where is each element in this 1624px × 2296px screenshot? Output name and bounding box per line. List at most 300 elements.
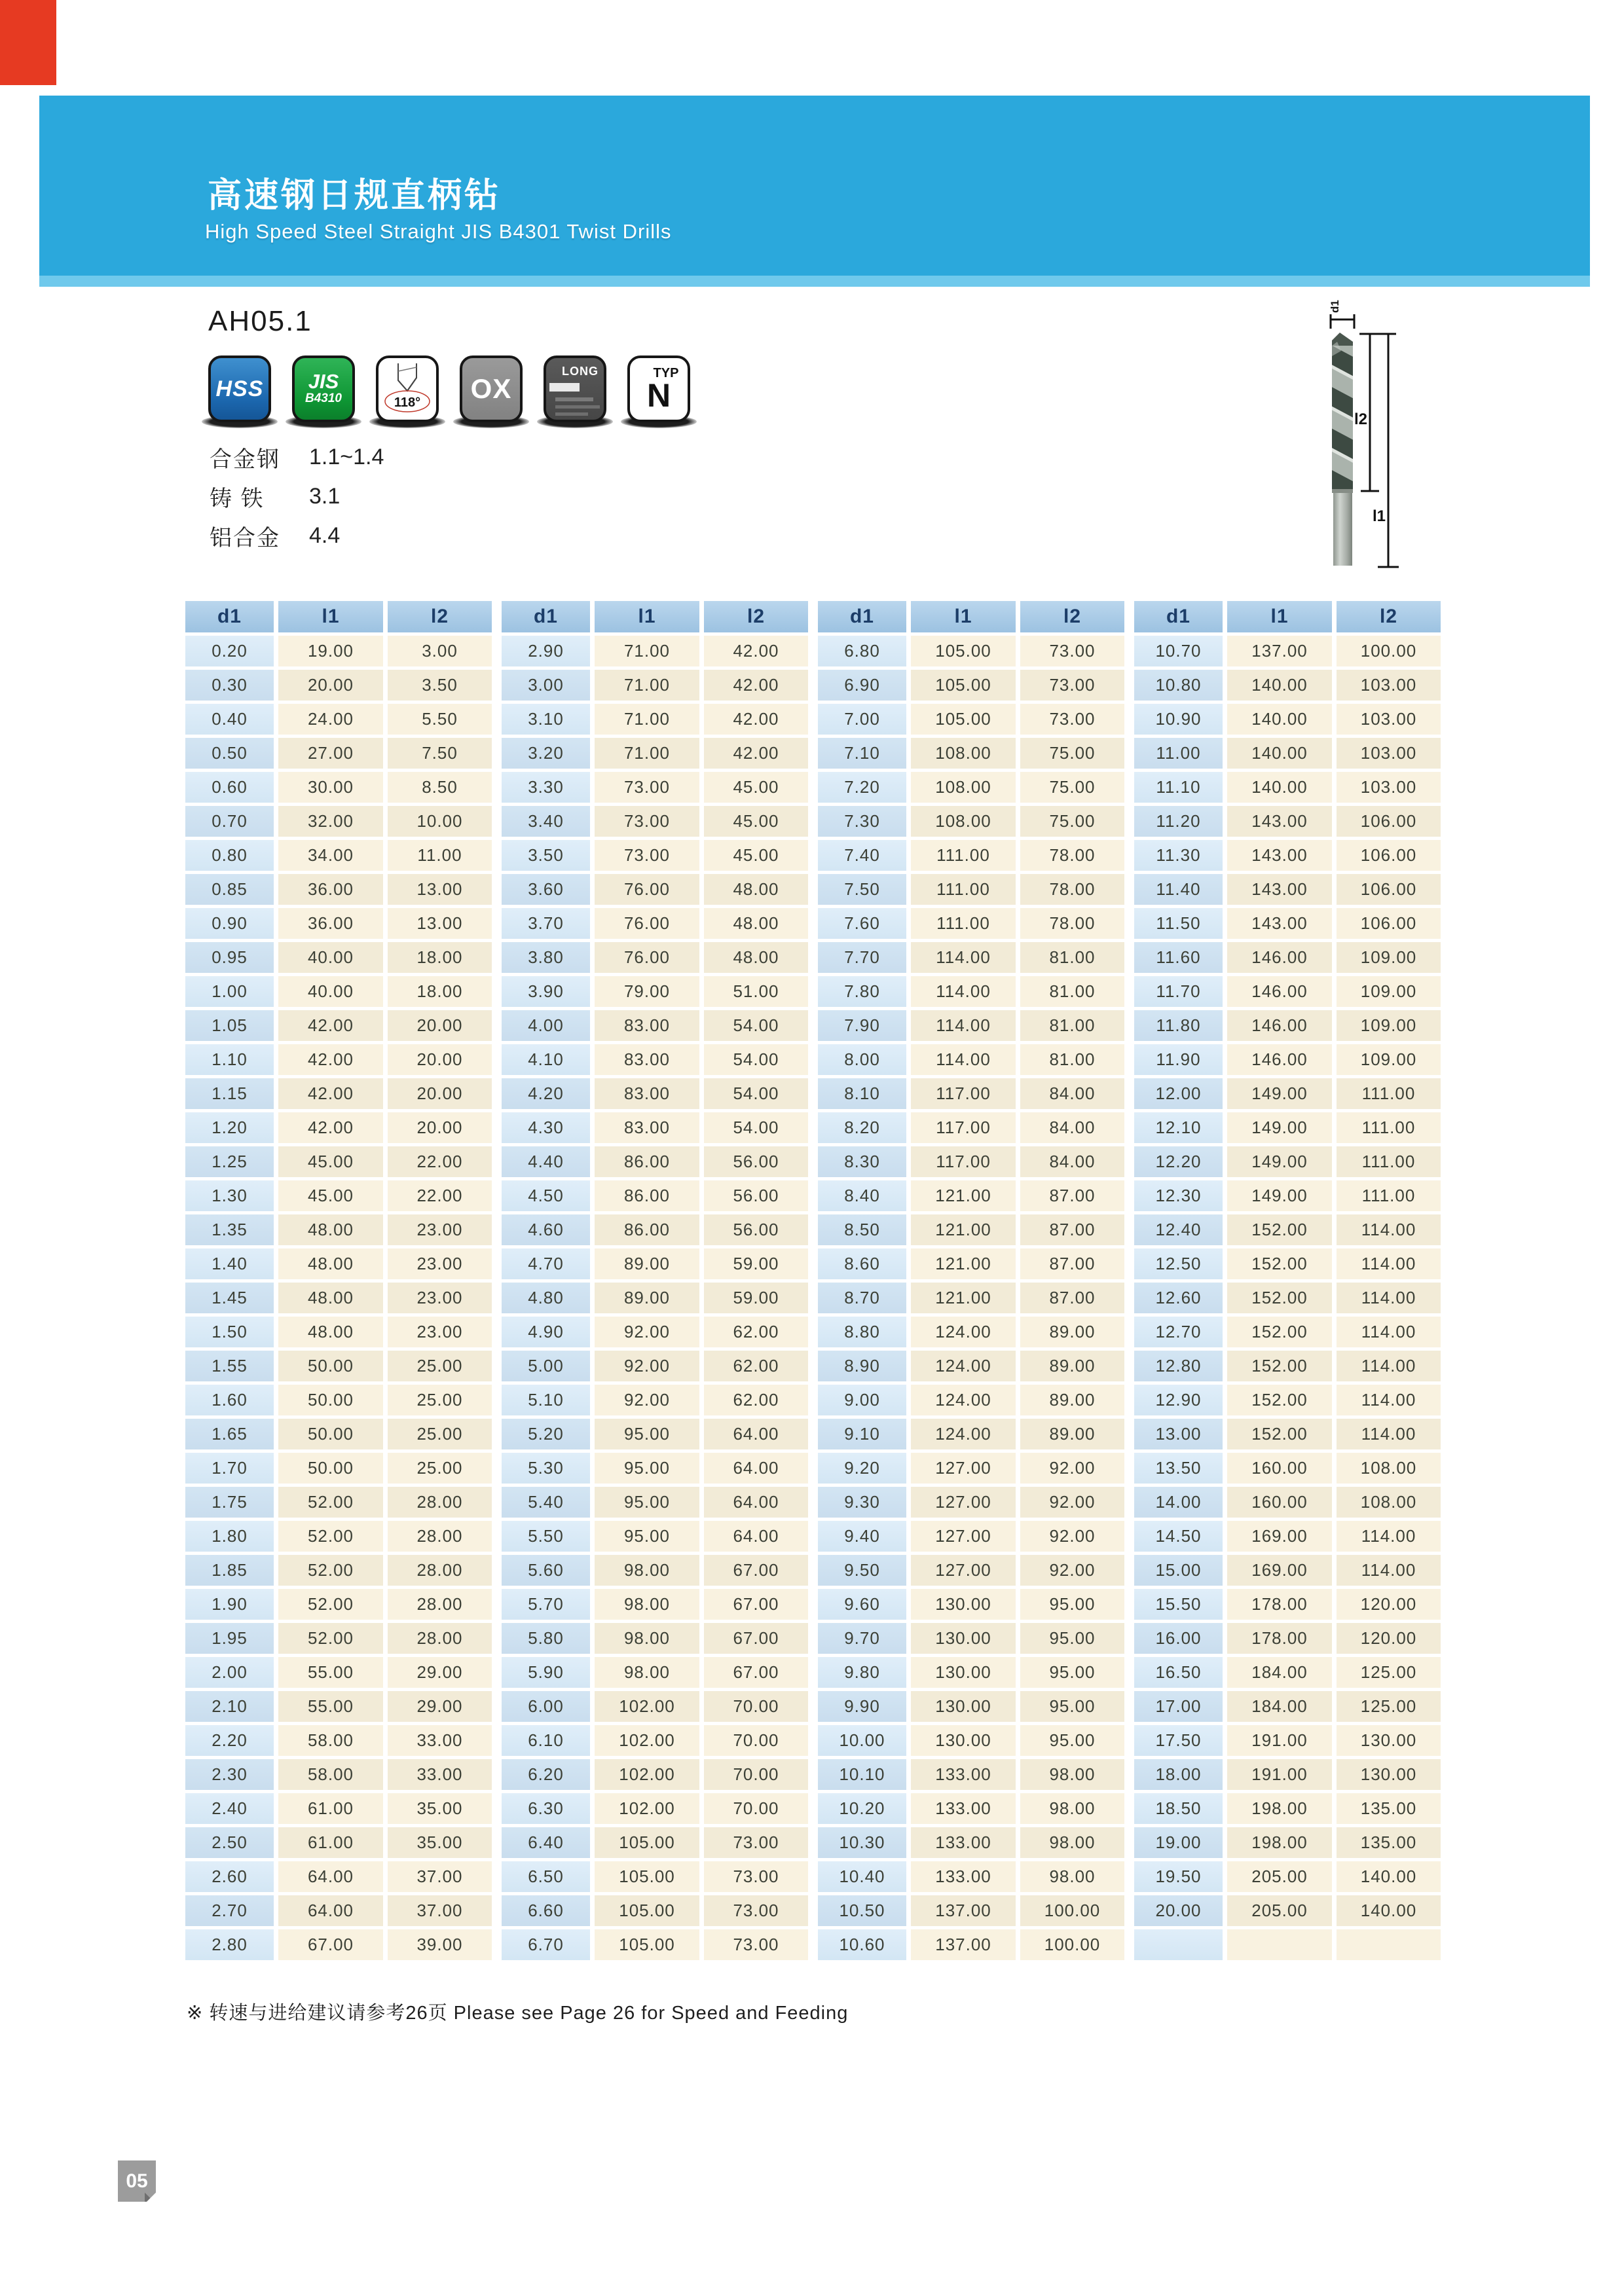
table-cell: 114.00 xyxy=(1337,1317,1441,1347)
table-cell: 73.00 xyxy=(1020,704,1124,735)
table-cell: 98.00 xyxy=(595,1623,699,1654)
table-cell: 92.00 xyxy=(1020,1555,1124,1586)
dim-label-l1: l1 xyxy=(1372,507,1386,525)
table-cell: 1.55 xyxy=(185,1351,274,1381)
table-cell: 12.20 xyxy=(1134,1146,1223,1177)
table-cell: 20.00 xyxy=(278,670,383,701)
table-cell: 12.00 xyxy=(1134,1078,1223,1109)
table-cell: 52.00 xyxy=(278,1623,383,1654)
table-cell: 137.00 xyxy=(1227,636,1332,666)
table-cell: 1.50 xyxy=(185,1317,274,1347)
table-cell: 160.00 xyxy=(1227,1487,1332,1518)
table-cell: 71.00 xyxy=(595,670,699,701)
table-cell: 169.00 xyxy=(1227,1555,1332,1586)
table-cell: 12.40 xyxy=(1134,1214,1223,1245)
table-row xyxy=(185,1317,1445,1347)
table-row xyxy=(185,1793,1445,1824)
table-row xyxy=(185,1487,1445,1518)
table-cell: 108.00 xyxy=(1337,1453,1441,1484)
table-cell: 133.00 xyxy=(911,1759,1016,1790)
table-cell: 98.00 xyxy=(1020,1827,1124,1858)
table-cell: 61.00 xyxy=(278,1793,383,1824)
table-cell: 178.00 xyxy=(1227,1589,1332,1620)
table-cell: 2.40 xyxy=(185,1793,274,1824)
table-cell: 35.00 xyxy=(388,1827,492,1858)
table-cell: 25.00 xyxy=(388,1453,492,1484)
table-cell: 7.30 xyxy=(818,806,906,837)
table-cell: 130.00 xyxy=(911,1589,1016,1620)
table-cell: 149.00 xyxy=(1227,1180,1332,1211)
table-cell: 89.00 xyxy=(1020,1385,1124,1415)
table-cell: 56.00 xyxy=(704,1146,808,1177)
table-cell: 7.50 xyxy=(388,738,492,769)
table-cell: 76.00 xyxy=(595,942,699,973)
table-cell: 52.00 xyxy=(278,1487,383,1518)
table-cell: 98.00 xyxy=(1020,1759,1124,1790)
table-cell: 70.00 xyxy=(704,1759,808,1790)
ox-badge-icon xyxy=(460,355,523,422)
table-cell: 11.20 xyxy=(1134,806,1223,837)
table-cell: 9.80 xyxy=(818,1657,906,1688)
table-cell: 111.00 xyxy=(1337,1078,1441,1109)
table-row xyxy=(185,1725,1445,1756)
badge-jis xyxy=(292,355,355,424)
table-cell: 19.50 xyxy=(1134,1861,1223,1892)
table-cell: 20.00 xyxy=(388,1010,492,1041)
material-label: 合金钢 xyxy=(210,446,280,472)
table-cell: 10.20 xyxy=(818,1793,906,1824)
table-cell: 146.00 xyxy=(1227,976,1332,1007)
table-cell: 8.70 xyxy=(818,1283,906,1313)
table-cell: 18.00 xyxy=(388,976,492,1007)
table-cell: 9.50 xyxy=(818,1555,906,1586)
long-drill-bar xyxy=(555,397,593,401)
table-cell: 5.70 xyxy=(502,1589,590,1620)
table-cell: 95.00 xyxy=(595,1453,699,1484)
table-cell: 1.15 xyxy=(185,1078,274,1109)
table-cell: 152.00 xyxy=(1227,1214,1332,1245)
table-cell: 1.35 xyxy=(185,1214,274,1245)
table-cell: 3.70 xyxy=(502,908,590,939)
table-cell: 27.00 xyxy=(278,738,383,769)
table-cell: 92.00 xyxy=(1020,1453,1124,1484)
table-cell: 35.00 xyxy=(388,1793,492,1824)
badge-label: 118° xyxy=(394,395,421,410)
table-cell: 19.00 xyxy=(1134,1827,1223,1858)
table-row xyxy=(185,1521,1445,1552)
table-cell: 87.00 xyxy=(1020,1283,1124,1313)
column-header: l1 xyxy=(1227,601,1332,632)
material-ratings xyxy=(210,437,384,555)
table-cell: 105.00 xyxy=(595,1861,699,1892)
material-row xyxy=(210,516,384,555)
table-cell: 3.40 xyxy=(502,806,590,837)
table-cell: 1.60 xyxy=(185,1385,274,1415)
table-cell: 149.00 xyxy=(1227,1078,1332,1109)
table-cell: 6.80 xyxy=(818,636,906,666)
table-cell: 137.00 xyxy=(911,1895,1016,1926)
table-cell: 8.30 xyxy=(818,1146,906,1177)
table-cell: 22.00 xyxy=(388,1146,492,1177)
table-cell: 117.00 xyxy=(911,1112,1016,1143)
table-row xyxy=(185,1759,1445,1790)
table-cell: 64.00 xyxy=(278,1895,383,1926)
table-cell: 29.00 xyxy=(388,1657,492,1688)
table-cell: 11.70 xyxy=(1134,976,1223,1007)
table-cell: 40.00 xyxy=(278,942,383,973)
column-header: d1 xyxy=(502,601,590,632)
table-cell: 140.00 xyxy=(1227,670,1332,701)
table-cell: 71.00 xyxy=(595,738,699,769)
table-cell: 152.00 xyxy=(1227,1317,1332,1347)
table-cell: 6.10 xyxy=(502,1725,590,1756)
table-cell: 120.00 xyxy=(1337,1623,1441,1654)
point-angle-118-badge-icon xyxy=(376,355,439,422)
table-cell: 32.00 xyxy=(278,806,383,837)
table-cell: 11.60 xyxy=(1134,942,1223,973)
table-cell: 1.85 xyxy=(185,1555,274,1586)
table-cell: 61.00 xyxy=(278,1827,383,1858)
table-cell: 3.60 xyxy=(502,874,590,905)
table-header-row xyxy=(185,601,1445,632)
table-cell: 6.90 xyxy=(818,670,906,701)
table-cell: 25.00 xyxy=(388,1385,492,1415)
table-cell: 70.00 xyxy=(704,1793,808,1824)
table-cell: 12.30 xyxy=(1134,1180,1223,1211)
table-row xyxy=(185,738,1445,769)
table-cell: 140.00 xyxy=(1337,1895,1441,1926)
table-row xyxy=(185,942,1445,973)
table-cell: 78.00 xyxy=(1020,874,1124,905)
table-cell: 1.25 xyxy=(185,1146,274,1177)
table-cell: 89.00 xyxy=(1020,1351,1124,1381)
table-cell: 92.00 xyxy=(1020,1487,1124,1518)
table-row xyxy=(185,670,1445,701)
table-cell: 86.00 xyxy=(595,1180,699,1211)
table-cell: 11.00 xyxy=(388,840,492,871)
table-cell: 22.00 xyxy=(388,1180,492,1211)
table-cell: 100.00 xyxy=(1337,636,1441,666)
table-cell: 98.00 xyxy=(595,1657,699,1688)
table-cell: 114.00 xyxy=(1337,1351,1441,1381)
dimension-table xyxy=(185,601,1445,1963)
table-cell: 42.00 xyxy=(278,1078,383,1109)
table-cell: 184.00 xyxy=(1227,1691,1332,1722)
dim-label-l2: l2 xyxy=(1354,410,1367,428)
table-cell: 140.00 xyxy=(1337,1861,1441,1892)
table-cell: 4.90 xyxy=(502,1317,590,1347)
table-cell: 50.00 xyxy=(278,1351,383,1381)
table-cell: 121.00 xyxy=(911,1214,1016,1245)
table-cell: 52.00 xyxy=(278,1555,383,1586)
table-cell: 48.00 xyxy=(704,874,808,905)
table-cell: 1.30 xyxy=(185,1180,274,1211)
table-cell: 121.00 xyxy=(911,1248,1016,1279)
table-cell: 4.30 xyxy=(502,1112,590,1143)
long-drill-bar xyxy=(555,412,588,416)
badge-label: JIS xyxy=(308,370,339,393)
material-row xyxy=(210,437,384,477)
table-cell: 4.60 xyxy=(502,1214,590,1245)
table-cell: 0.40 xyxy=(185,704,274,735)
table-cell: 7.10 xyxy=(818,738,906,769)
table-cell: 149.00 xyxy=(1227,1146,1332,1177)
table-cell: 109.00 xyxy=(1337,942,1441,973)
table-cell: 8.50 xyxy=(818,1214,906,1245)
table-cell: 84.00 xyxy=(1020,1112,1124,1143)
table-row xyxy=(185,1010,1445,1041)
table-cell: 3.50 xyxy=(388,670,492,701)
table-cell: 11.50 xyxy=(1134,908,1223,939)
badge-ox xyxy=(460,355,523,424)
table-cell: 10.00 xyxy=(388,806,492,837)
model-number: AH05.1 xyxy=(208,305,312,337)
table-cell: 73.00 xyxy=(704,1895,808,1926)
table-cell: 6.00 xyxy=(502,1691,590,1722)
table-cell: 140.00 xyxy=(1227,738,1332,769)
table-cell: 48.00 xyxy=(278,1317,383,1347)
table-cell: 64.00 xyxy=(704,1521,808,1552)
table-cell: 78.00 xyxy=(1020,840,1124,871)
page-title-en: High Speed Steel Straight JIS B4301 Twist Drills xyxy=(205,220,672,243)
table-cell: 59.00 xyxy=(704,1248,808,1279)
table-cell: 102.00 xyxy=(595,1793,699,1824)
table-body xyxy=(185,636,1445,1960)
table-cell: 92.00 xyxy=(1020,1521,1124,1552)
table-cell: 73.00 xyxy=(704,1929,808,1960)
table-cell: 95.00 xyxy=(1020,1691,1124,1722)
table-cell: 1.20 xyxy=(185,1112,274,1143)
table-cell: 1.00 xyxy=(185,976,274,1007)
table-cell: 149.00 xyxy=(1227,1112,1332,1143)
hss-badge-icon xyxy=(208,355,271,422)
table-cell: 59.00 xyxy=(704,1283,808,1313)
table-cell: 42.00 xyxy=(704,738,808,769)
table-cell: 105.00 xyxy=(595,1929,699,1960)
table-cell: 13.00 xyxy=(1134,1419,1223,1449)
table-cell: 12.70 xyxy=(1134,1317,1223,1347)
table-cell: 3.90 xyxy=(502,976,590,1007)
table-cell: 133.00 xyxy=(911,1861,1016,1892)
table-row xyxy=(185,1044,1445,1075)
table-cell: 152.00 xyxy=(1227,1385,1332,1415)
table-cell: 2.60 xyxy=(185,1861,274,1892)
table-cell: 0.70 xyxy=(185,806,274,837)
table-cell: 95.00 xyxy=(595,1521,699,1552)
table-cell: 127.00 xyxy=(911,1453,1016,1484)
table-cell: 89.00 xyxy=(1020,1317,1124,1347)
table-cell: 5.00 xyxy=(502,1351,590,1381)
material-value: 4.4 xyxy=(309,522,341,548)
table-cell: 121.00 xyxy=(911,1283,1016,1313)
table-cell: 127.00 xyxy=(911,1521,1016,1552)
table-cell: 198.00 xyxy=(1227,1827,1332,1858)
table-cell: 54.00 xyxy=(704,1044,808,1075)
table-cell: 73.00 xyxy=(595,806,699,837)
table-cell: 9.10 xyxy=(818,1419,906,1449)
table-cell: 36.00 xyxy=(278,908,383,939)
table-cell: 75.00 xyxy=(1020,772,1124,803)
table-cell: 105.00 xyxy=(595,1827,699,1858)
table-cell: 24.00 xyxy=(278,704,383,735)
table-row xyxy=(185,1214,1445,1245)
table-cell: 140.00 xyxy=(1227,704,1332,735)
table-row xyxy=(185,1180,1445,1211)
table-row xyxy=(185,772,1445,803)
table-row xyxy=(185,1657,1445,1688)
header-band-strip xyxy=(39,276,1590,287)
table-cell: 6.40 xyxy=(502,1827,590,1858)
table-cell: 124.00 xyxy=(911,1317,1016,1347)
table-cell: 103.00 xyxy=(1337,738,1441,769)
table-cell: 135.00 xyxy=(1337,1827,1441,1858)
table-cell: 11.00 xyxy=(1134,738,1223,769)
table-cell: 13.50 xyxy=(1134,1453,1223,1484)
column-header: l2 xyxy=(1020,601,1124,632)
table-cell: 6.20 xyxy=(502,1759,590,1790)
table-cell xyxy=(1134,1929,1223,1960)
table-cell: 54.00 xyxy=(704,1112,808,1143)
table-cell: 48.00 xyxy=(278,1248,383,1279)
column-header: l1 xyxy=(595,601,699,632)
table-cell: 5.40 xyxy=(502,1487,590,1518)
table-cell: 89.00 xyxy=(595,1283,699,1313)
column-header: l2 xyxy=(388,601,492,632)
column-header: l1 xyxy=(278,601,383,632)
table-cell: 103.00 xyxy=(1337,670,1441,701)
table-cell: 152.00 xyxy=(1227,1351,1332,1381)
table-cell: 9.60 xyxy=(818,1589,906,1620)
badge-hss xyxy=(208,355,271,424)
table-cell: 50.00 xyxy=(278,1453,383,1484)
table-cell: 10.40 xyxy=(818,1861,906,1892)
table-cell: 8.20 xyxy=(818,1112,906,1143)
table-cell: 73.00 xyxy=(595,772,699,803)
table-cell: 125.00 xyxy=(1337,1691,1441,1722)
table-cell: 67.00 xyxy=(704,1589,808,1620)
table-cell: 81.00 xyxy=(1020,976,1124,1007)
table-cell: 45.00 xyxy=(704,806,808,837)
table-cell: 45.00 xyxy=(704,840,808,871)
table-row xyxy=(185,704,1445,735)
table-cell: 70.00 xyxy=(704,1725,808,1756)
table-cell: 1.05 xyxy=(185,1010,274,1041)
drill-bit-illustration xyxy=(1324,300,1400,583)
table-cell: 111.00 xyxy=(911,874,1016,905)
table-row xyxy=(185,806,1445,837)
table-cell: 83.00 xyxy=(595,1044,699,1075)
table-cell: 10.30 xyxy=(818,1827,906,1858)
table-cell: 169.00 xyxy=(1227,1521,1332,1552)
footnote: ※ 转速与进给建议请参考26页 Please see Page 26 for Speed and Feeding xyxy=(187,2003,849,2024)
column-header: d1 xyxy=(818,601,906,632)
table-cell: 87.00 xyxy=(1020,1180,1124,1211)
table-cell: 111.00 xyxy=(1337,1146,1441,1177)
table-cell: 146.00 xyxy=(1227,1044,1332,1075)
table-cell: 4.50 xyxy=(502,1180,590,1211)
table-cell: 3.00 xyxy=(388,636,492,666)
table-cell: 9.90 xyxy=(818,1691,906,1722)
table-cell: 10.10 xyxy=(818,1759,906,1790)
table-cell: 111.00 xyxy=(911,840,1016,871)
table-cell: 130.00 xyxy=(1337,1759,1441,1790)
table-cell: 29.00 xyxy=(388,1691,492,1722)
table-cell: 114.00 xyxy=(1337,1214,1441,1245)
table-cell: 76.00 xyxy=(595,908,699,939)
table-cell: 54.00 xyxy=(704,1078,808,1109)
table-cell: 127.00 xyxy=(911,1555,1016,1586)
badge-long xyxy=(544,355,606,424)
table-cell: 0.95 xyxy=(185,942,274,973)
table-cell: 0.50 xyxy=(185,738,274,769)
table-cell: 75.00 xyxy=(1020,738,1124,769)
table-cell: 106.00 xyxy=(1337,874,1441,905)
table-cell: 9.70 xyxy=(818,1623,906,1654)
table-cell: 73.00 xyxy=(595,840,699,871)
table-cell: 9.40 xyxy=(818,1521,906,1552)
table-cell: 109.00 xyxy=(1337,1044,1441,1075)
table-cell: 2.90 xyxy=(502,636,590,666)
table-cell: 102.00 xyxy=(595,1725,699,1756)
table-row xyxy=(185,1248,1445,1279)
table-cell: 2.80 xyxy=(185,1929,274,1960)
table-cell: 143.00 xyxy=(1227,840,1332,871)
table-cell: 54.00 xyxy=(704,1010,808,1041)
table-cell: 140.00 xyxy=(1227,772,1332,803)
table-cell: 3.80 xyxy=(502,942,590,973)
table-cell: 4.40 xyxy=(502,1146,590,1177)
table-cell: 45.00 xyxy=(704,772,808,803)
table-cell: 3.50 xyxy=(502,840,590,871)
table-cell: 36.00 xyxy=(278,874,383,905)
table-cell: 8.40 xyxy=(818,1180,906,1211)
table-cell: 42.00 xyxy=(278,1044,383,1075)
table-cell: 98.00 xyxy=(1020,1793,1124,1824)
table-cell: 67.00 xyxy=(704,1555,808,1586)
table-cell: 105.00 xyxy=(911,636,1016,666)
table-cell: 5.10 xyxy=(502,1385,590,1415)
table-cell: 10.80 xyxy=(1134,670,1223,701)
table-cell: 9.20 xyxy=(818,1453,906,1484)
table-cell: 152.00 xyxy=(1227,1419,1332,1449)
table-cell: 114.00 xyxy=(911,976,1016,1007)
table-cell: 143.00 xyxy=(1227,806,1332,837)
table-cell: 64.00 xyxy=(704,1453,808,1484)
table-cell: 83.00 xyxy=(595,1078,699,1109)
table-cell: 25.00 xyxy=(388,1351,492,1381)
table-cell: 89.00 xyxy=(595,1248,699,1279)
table-cell: 146.00 xyxy=(1227,942,1332,973)
table-cell: 198.00 xyxy=(1227,1793,1332,1824)
table-cell: 130.00 xyxy=(911,1623,1016,1654)
table-cell: 3.10 xyxy=(502,704,590,735)
table-cell: 106.00 xyxy=(1337,840,1441,871)
table-cell: 16.00 xyxy=(1134,1623,1223,1654)
jis-b4310-badge-icon xyxy=(292,355,355,422)
table-cell: 28.00 xyxy=(388,1555,492,1586)
table-row xyxy=(185,1146,1445,1177)
table-row xyxy=(185,976,1445,1007)
table-row xyxy=(185,840,1445,871)
table-cell: 10.00 xyxy=(818,1725,906,1756)
material-row xyxy=(210,477,384,516)
long-badge-icon xyxy=(544,355,606,422)
table-cell: 108.00 xyxy=(911,806,1016,837)
table-cell: 130.00 xyxy=(911,1691,1016,1722)
table-cell: 114.00 xyxy=(1337,1385,1441,1415)
table-cell: 7.50 xyxy=(818,874,906,905)
material-label: 铝合金 xyxy=(210,525,280,551)
